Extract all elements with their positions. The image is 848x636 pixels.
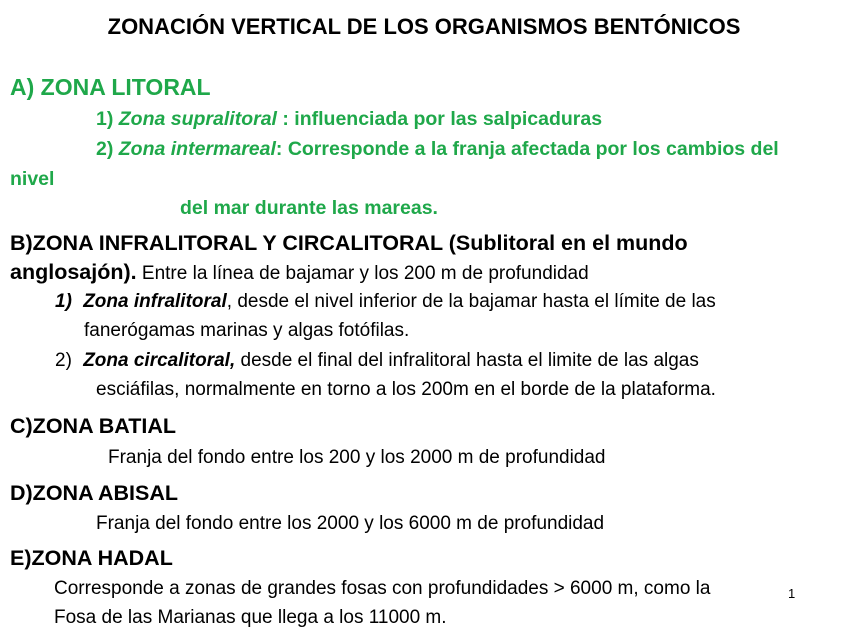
section-b-item-1-number: 1): [55, 291, 72, 312]
section-b-item-1-continuation: fanerógamas marinas y algas fotófilas.: [84, 320, 410, 341]
section-c-description: Franja del fondo entre los 200 y los 2000 m de profundidad: [108, 447, 606, 468]
section-a-item-1-term: Zona supralitoral: [118, 108, 277, 130]
section-a-item-2-text: : Corresponde a la franja afectada por los cambios del: [275, 138, 779, 160]
section-b-item-2: [55, 350, 699, 372]
section-a-item-2-wrap-2: del mar durante las mareas.: [180, 197, 438, 219]
section-b-heading-line-1: B)ZONA INFRALITORAL Y CIRCALITORAL (Sublitoral en el mundo: [10, 231, 688, 255]
section-c-heading: C)ZONA BATIAL: [10, 414, 176, 438]
section-b-item-2-term: Zona circalitoral,: [83, 350, 236, 371]
section-b-item-1-text: , desde el nivel inferior de la bajamar hasta el límite de las: [226, 291, 716, 312]
section-b-heading-end: anglosajón).: [10, 260, 137, 284]
section-e-line-2: Fosa de las Marianas que llega a los 11000 m.: [54, 607, 447, 628]
section-b-heading-line-2: [10, 260, 589, 285]
section-e-heading: E)ZONA HADAL: [10, 546, 173, 570]
section-a-heading: A) ZONA LITORAL: [10, 74, 211, 100]
section-d-heading: D)ZONA ABISAL: [10, 481, 179, 505]
section-a-item-1: [96, 108, 602, 131]
section-a-item-2-number: 2): [96, 138, 119, 160]
section-a-item-1-number: 1): [96, 108, 119, 130]
section-e-line-1: Corresponde a zonas de grandes fosas con profundidades > 6000 m, como la: [54, 578, 711, 599]
section-d-description: Franja del fondo entre los 2000 y los 6000 m de profundidad: [96, 513, 605, 534]
page-title: ZONACIÓN VERTICAL DE LOS ORGANISMOS BENTÓNICOS: [107, 14, 741, 39]
section-a-item-2-term: Zona intermareal: [118, 138, 276, 160]
section-a-item-1-text: : influenciada por las salpicaduras: [276, 108, 603, 130]
section-a-item-2-wrap-1: nivel: [10, 168, 55, 190]
section-a-item-2: [96, 138, 779, 161]
page-number: 1: [788, 586, 796, 601]
section-b-item-2-text: desde el final del infralitoral hasta el limite de las algas: [235, 350, 699, 371]
section-b-item-1-term: Zona infralitoral: [83, 291, 227, 312]
section-b-description: Entre la línea de bajamar y los 200 m de profundidad: [136, 263, 589, 284]
section-b-item-2-continuation: esciáfilas, normalmente en torno a los 200m en el borde de la plataforma.: [96, 379, 716, 400]
section-b-item-2-number: 2): [55, 350, 72, 371]
section-b-item-1: [55, 291, 716, 313]
